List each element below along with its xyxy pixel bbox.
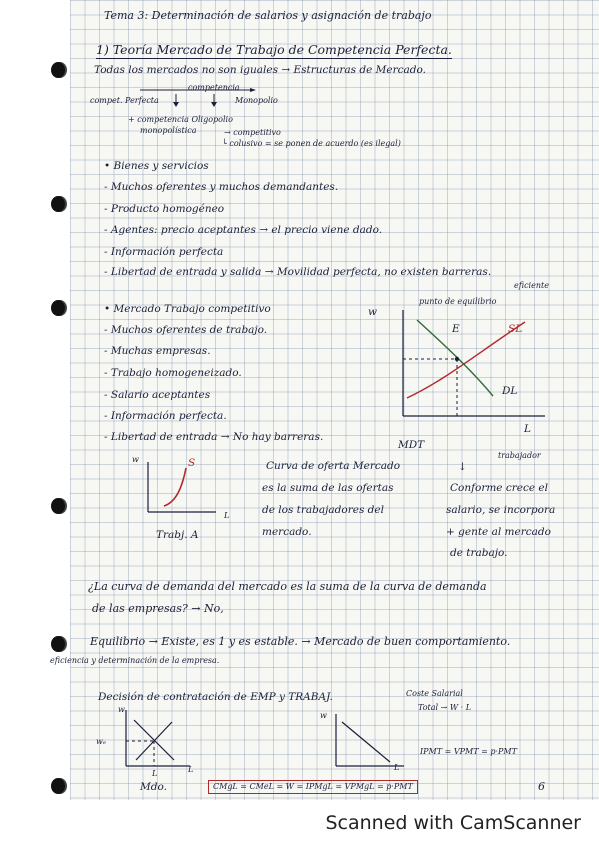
- axis-label: wₑ: [96, 737, 106, 746]
- axis-label: w: [118, 705, 125, 714]
- competencia-label: competencia: [188, 83, 240, 92]
- supply-note: Curva de oferta Mercado: [266, 460, 401, 472]
- bienes-title: • Bienes y servicios: [104, 160, 209, 172]
- monopolio-label: Monopolio: [235, 96, 278, 105]
- binder-hole: [51, 498, 65, 514]
- supply-curve: [164, 468, 186, 506]
- supply-label: S: [188, 457, 196, 469]
- intro-line: Todas los mercados no son iguales → Estructuras de Mercado.: [94, 64, 427, 76]
- colusivo-label: └ colusivo = se ponen de acuerdo (es ilegal): [222, 139, 401, 148]
- list-item: - Muchos oferentes y muchos demandantes.: [104, 181, 339, 193]
- list-item: - Producto homogéneo: [104, 203, 225, 215]
- axis-label: L: [152, 769, 158, 778]
- section-title: 1) Teoría Mercado de Trabajo de Competencia Perfecta.: [96, 42, 452, 57]
- eficiente-label: eficiente: [514, 281, 549, 290]
- supply-note: de los trabajadores del: [262, 504, 384, 516]
- graph-label: MDT: [398, 439, 425, 451]
- trabajador-label: trabajador: [498, 451, 541, 460]
- binder-hole: [51, 62, 65, 78]
- camscanner-footer: Scanned with CamScanner: [325, 812, 581, 834]
- list-item: - Libertad de entrada → No hay barreras.: [104, 431, 324, 443]
- compet-perfecta-label: compet. Perfecta: [90, 96, 159, 105]
- axis-label: L: [224, 511, 230, 520]
- binder-hole: [51, 196, 65, 212]
- decision-title: Decisión de contratación de EMP y TRABAJ.: [98, 691, 333, 703]
- supply-label: SL: [508, 323, 523, 335]
- conforme-note: + gente al mercado: [446, 526, 551, 538]
- supply-note: mercado.: [262, 526, 312, 538]
- worker-supply-graph: [142, 458, 222, 518]
- graph-label: Mdo.: [140, 781, 167, 793]
- formula-label: IPMT = VPMT = p·PMT: [420, 747, 517, 756]
- conforme-note: de trabajo.: [450, 547, 508, 559]
- page-header: Tema 3: Determinación de salarios y asignación de trabajo: [104, 9, 432, 22]
- coste-line: Total → W · L: [418, 703, 472, 712]
- list-item: - Información perfecta.: [104, 410, 227, 422]
- list-item: - Salario aceptantes: [104, 389, 211, 401]
- competitivo-label: → competitivo: [224, 128, 281, 137]
- axis-label: L: [188, 765, 194, 774]
- point-label: E: [452, 323, 460, 335]
- market-graph: [118, 705, 198, 778]
- demand-curve: [342, 722, 390, 762]
- mercado-title: • Mercado Trabajo competitivo: [104, 303, 271, 315]
- supply-note: es la suma de las ofertas: [262, 482, 394, 494]
- question-line: de las empresas? → No,: [92, 602, 224, 615]
- binder-hole: [51, 778, 65, 794]
- equilibrium-point: [455, 357, 459, 361]
- boxed-formula: CMgL = CMeL = W = IPMgL = VPMgL = p·PMT: [208, 780, 418, 794]
- demand-label: DL: [502, 385, 518, 397]
- graph-label: Trabj. A: [156, 529, 199, 541]
- list-item: - Agentes: precio aceptantes → el precio viene dado.: [104, 224, 383, 236]
- coste-line: Coste Salarial: [406, 689, 463, 698]
- question-line: ¿La curva de demanda del mercado es la suma de la curva de demanda: [88, 580, 487, 593]
- conforme-note: ↓: [458, 461, 467, 473]
- eficiencia-line: eficiencia y determinación de la empresa.: [50, 656, 220, 665]
- list-item: - Muchos oferentes de trabajo.: [104, 324, 268, 336]
- list-item: - Trabajo homogeneizado.: [104, 367, 242, 379]
- axis-label: L: [394, 763, 400, 772]
- market-structure-arrows: [140, 88, 280, 108]
- equilibrio-line: Equilibrio → Existe, es 1 y es estable. → Mercado de buen comportamiento.: [90, 635, 511, 648]
- list-item: - Muchas empresas.: [104, 345, 211, 357]
- axis-label: w: [368, 306, 377, 318]
- axis-label: w: [132, 455, 139, 464]
- axis-label: w: [320, 711, 327, 720]
- binder-hole: [51, 300, 65, 316]
- conforme-note: salario, se incorpora: [446, 504, 556, 516]
- equilibrium-label: punto de equilibrio: [419, 297, 497, 306]
- list-item: - Libertad de entrada y salida → Movilidad perfecta, no existen barreras.: [104, 266, 492, 278]
- equilibrium-graph: [395, 297, 555, 430]
- comp-oligopolio-label: + competencia Oligopolio: [128, 115, 233, 124]
- axis-label: L: [524, 423, 531, 435]
- monopolistica-label: monopolística: [140, 126, 197, 135]
- conforme-note: Conforme crece el: [450, 482, 548, 494]
- page-number: 6: [538, 780, 545, 793]
- list-item: - Información perfecta: [104, 246, 224, 258]
- binder-hole: [51, 636, 65, 652]
